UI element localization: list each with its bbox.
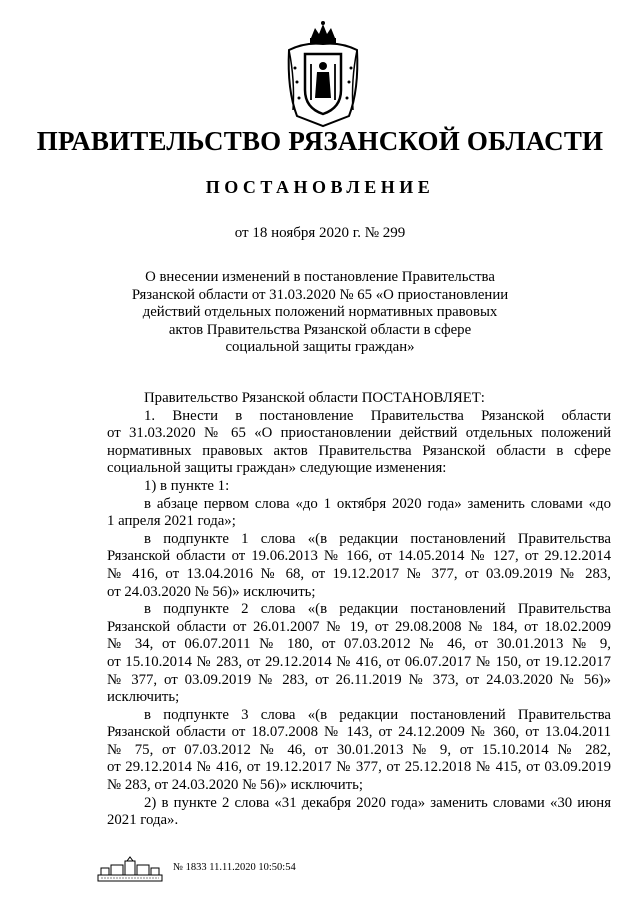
document-date: от 18 ноября 2020 г. № 299 [234, 225, 406, 241]
document-type: ПОСТАНОВЛЕНИЕ [205, 177, 435, 197]
body-line: Рязанской области от 19.06.2013 № 166, от 14.05.2014 № 127, от 29.12.2014 [107, 548, 611, 565]
body-line: Рязанской области от 18.07.2008 № 143, от 24.12.2009 № 360, от 13.04.2011 [107, 724, 611, 741]
body-line: № 34, от 06.07.2011 № 180, от 07.03.2012 № 46, от 30.01.2013 № 9, [107, 636, 611, 653]
coat-of-arms-icon [281, 20, 365, 130]
body-line: 1 апреля 2021 года»; [107, 513, 236, 530]
building-stamp-icon [97, 856, 163, 882]
subject-line: социальной защиты граждан» [225, 339, 415, 356]
subject-line: Рязанской области от 31.03.2020 № 65 «О приостановлении [131, 286, 509, 303]
body-line: 1) в пункте 1: [144, 477, 230, 494]
body-line: в подпункте 1 слова «(в редакции постановлений Правительства [144, 530, 611, 547]
body-line: нормативных правовых актов Правительства Рязанской области в сфере [107, 442, 611, 459]
body-line: № 75, от 07.03.2012 № 46, от 30.01.2013 № 9, от 15.10.2014 № 282, [107, 741, 611, 758]
body-line: Правительство Рязанской области ПОСТАНОВЛЯЕТ: [144, 390, 485, 406]
body-line: в подпункте 3 слова «(в редакции постановлений Правительства [144, 706, 611, 723]
body-line: 2) в пункте 2 слова «31 декабря 2020 года» заменить словами «30 июня [144, 794, 611, 811]
document-body [107, 390, 611, 830]
body-line: в абзаце первом слова «до 1 октября 2020 года» заменить словами «до [144, 495, 611, 512]
body-line: 1. Внести в постановление Правительства Рязанской области [144, 407, 611, 424]
registration-footer [97, 856, 397, 884]
body-line: социальной защиты граждан» следующие изменения: [107, 460, 447, 477]
registration-number: № 1833 11.11.2020 10:50:54 [173, 862, 296, 873]
document-subject [0, 269, 640, 357]
body-line: в подпункте 2 слова «(в редакции постановлений Правительства [144, 601, 611, 618]
body-line: № 416, от 13.04.2016 № 68, от 19.12.2017 № 377, от 03.09.2019 № 283, [107, 565, 611, 582]
subject-line: действий отдельных положений нормативных правовых [142, 304, 498, 321]
organization-title: ПРАВИТЕЛЬСТВО РЯЗАНСКОЙ ОБЛАСТИ [36, 126, 604, 156]
body-line: от 31.03.2020 № 65 «О приостановлении действий отдельных положений [107, 425, 611, 442]
subject-line: О внесении изменений в постановление Правительства [145, 269, 495, 285]
body-line: от 29.12.2014 № 416, от 19.12.2017 № 377, от 25.12.2018 № 415, от 03.09.2019 [107, 759, 611, 776]
body-line: Рязанской области от 26.01.2007 № 19, от 29.08.2008 № 184, от 18.02.2009 [107, 618, 611, 635]
body-line: № 283, от 24.03.2020 № 56)» исключить; [107, 777, 363, 794]
subject-line: актов Правительства Рязанской области в сфере [168, 321, 472, 338]
body-line: исключить; [107, 689, 180, 706]
body-line: от 15.10.2014 № 283, от 29.12.2014 № 416, от 06.07.2017 № 150, от 19.12.2017 [107, 653, 611, 670]
body-line: 2021 года». [107, 812, 179, 829]
body-line: от 24.03.2020 № 56)» исключить; [107, 583, 316, 600]
body-line: № 377, от 03.09.2019 № 283, от 26.11.2019 № 373, от 24.03.2020 № 56)» [107, 671, 611, 688]
